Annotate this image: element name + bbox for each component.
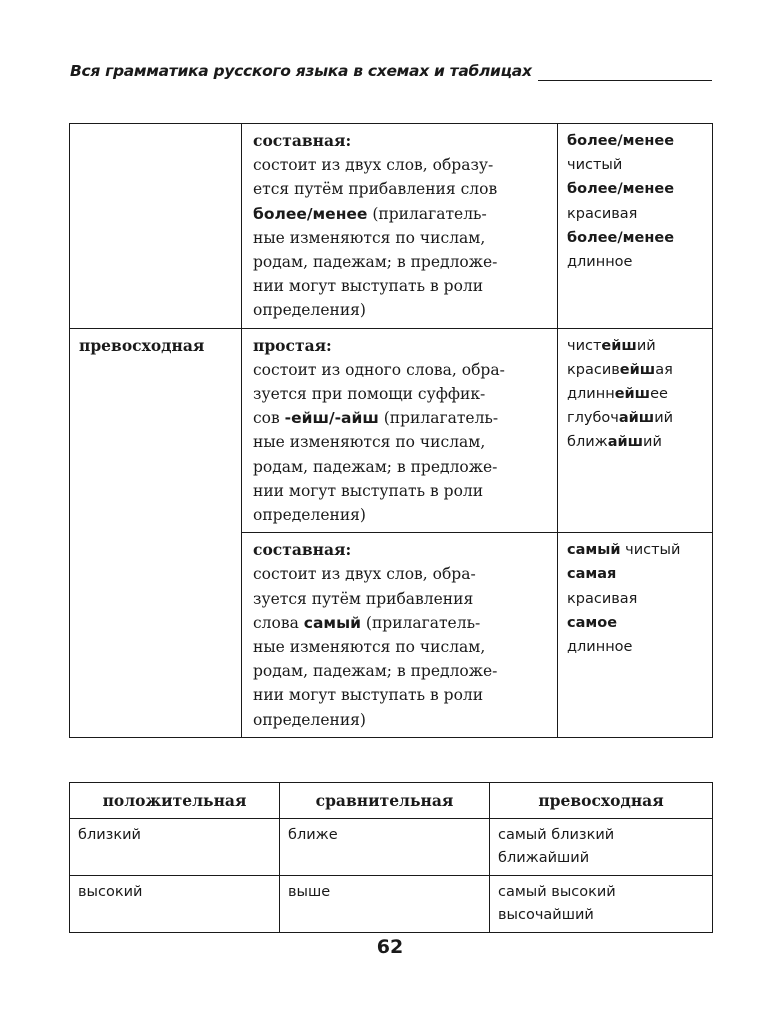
superlative-form: самый высокий [498, 884, 616, 900]
comparative-cell: ближе [280, 819, 490, 876]
examples-cell [558, 328, 713, 533]
example-ending: ая [655, 361, 673, 378]
example-suffix: айш [618, 410, 655, 427]
keyword-bold: самый [303, 613, 361, 632]
description-line: состоит из двух слов, обра- [253, 565, 476, 584]
example-modifier: самая [567, 566, 617, 583]
description-line: родам, падежам; в предложе- [253, 253, 498, 272]
example-ending: ий [654, 410, 674, 427]
description-line: определения) [253, 710, 366, 729]
example-modifier: более/менее [567, 181, 675, 198]
description-line: зуется путём прибавления [253, 589, 474, 608]
example-word [567, 358, 706, 382]
description-cell [242, 124, 558, 329]
description-cell [242, 328, 558, 533]
table-row [70, 124, 713, 329]
description-cell [242, 533, 558, 738]
example-stem: ближ [567, 434, 608, 451]
description-line: определения) [253, 506, 366, 525]
table-row [70, 819, 713, 876]
example-ending: ий [636, 337, 656, 354]
example-word: красивая [567, 590, 638, 607]
degrees-table [69, 123, 713, 738]
example-word: длинное [567, 639, 633, 656]
example-ending: ее [650, 386, 668, 403]
description-line: родам, падежам; в предложе- [253, 662, 498, 681]
description-text: слова [253, 613, 304, 632]
example-modifier: более/менее [567, 133, 675, 149]
keyword-bold: более/менее [253, 204, 368, 223]
description-line: состоит из одного слова, обра- [253, 360, 505, 379]
description-text: сов [253, 409, 285, 428]
description-text: (прилагатель- [367, 204, 487, 223]
description-line [253, 202, 551, 226]
example-word: чистый [567, 157, 623, 174]
superlative-form: высочайший [498, 907, 594, 923]
example-word: чистый [620, 542, 681, 559]
type-label: составная: [253, 540, 352, 560]
positive-cell: близкий [70, 819, 280, 876]
example-stem: длинн [567, 386, 615, 403]
description-line: нии могут выступать в роли [253, 686, 484, 705]
superlative-form: самый близкий [498, 827, 615, 843]
description-line: ные изменяются по числам, [253, 433, 486, 452]
page-number: 62 [376, 936, 404, 958]
header-rule [538, 80, 712, 81]
description-line: ется путём прибавления слов [253, 180, 498, 199]
superlative-form: ближайший [498, 850, 590, 866]
description-text: (прилагатель- [360, 613, 481, 632]
superlative-cell [490, 876, 713, 933]
column-header: положительная [70, 783, 280, 819]
description-line [253, 611, 551, 635]
table-header-row [70, 783, 713, 819]
superlative-cell [490, 819, 713, 876]
column-header: превосходная [490, 783, 713, 819]
description-line: ные изменяются по числам, [253, 228, 486, 247]
description-line: нии могут выступать в роли [253, 481, 484, 500]
example-line [567, 538, 706, 562]
table-row [70, 328, 713, 533]
example-suffix: ейш [601, 337, 637, 354]
example-word: красивая [567, 205, 638, 222]
comparative-cell: выше [280, 876, 490, 933]
example-word: длинное [567, 254, 633, 271]
example-suffix: ейш [614, 386, 651, 403]
description-line [253, 406, 551, 430]
column-header: сравнительная [280, 783, 490, 819]
description-line: зуется при помощи суффик- [253, 385, 486, 404]
table-row [70, 876, 713, 933]
type-label: простая: [253, 335, 332, 355]
examples-cell [558, 533, 713, 738]
header-title: Вся грамматика русского языка в схемах и таблицах [70, 62, 532, 80]
example-stem: чист [567, 337, 602, 354]
keyword-bold: -ейш/-айш [284, 409, 379, 428]
examples-cell [558, 124, 713, 329]
running-header [70, 62, 712, 92]
degree-cell [70, 124, 242, 329]
forms-table [69, 782, 713, 933]
example-suffix: айш [607, 434, 644, 451]
example-stem: красив [567, 361, 620, 378]
example-modifier: самое [567, 614, 618, 631]
description-line: состоит из двух слов, образу- [253, 156, 494, 175]
example-ending: ий [643, 434, 662, 451]
description-line: ные изменяются по числам, [253, 638, 486, 657]
description-line: нии могут выступать в роли [253, 277, 484, 296]
description-line: определения) [253, 301, 366, 320]
description-text: (прилагатель- [378, 409, 499, 428]
example-modifier: самый [567, 542, 621, 559]
example-suffix: ейш [619, 361, 656, 378]
degree-cell [70, 328, 242, 737]
example-word [567, 334, 706, 358]
example-word [567, 406, 706, 430]
degree-label: превосходная [79, 335, 205, 355]
example-word [567, 382, 706, 406]
example-stem: глубоч [567, 410, 619, 427]
description-line: родам, падежам; в предложе- [253, 457, 498, 476]
example-word [567, 430, 706, 454]
positive-cell: высокий [70, 876, 280, 933]
example-modifier: более/менее [567, 229, 675, 246]
type-label: составная: [253, 131, 352, 150]
